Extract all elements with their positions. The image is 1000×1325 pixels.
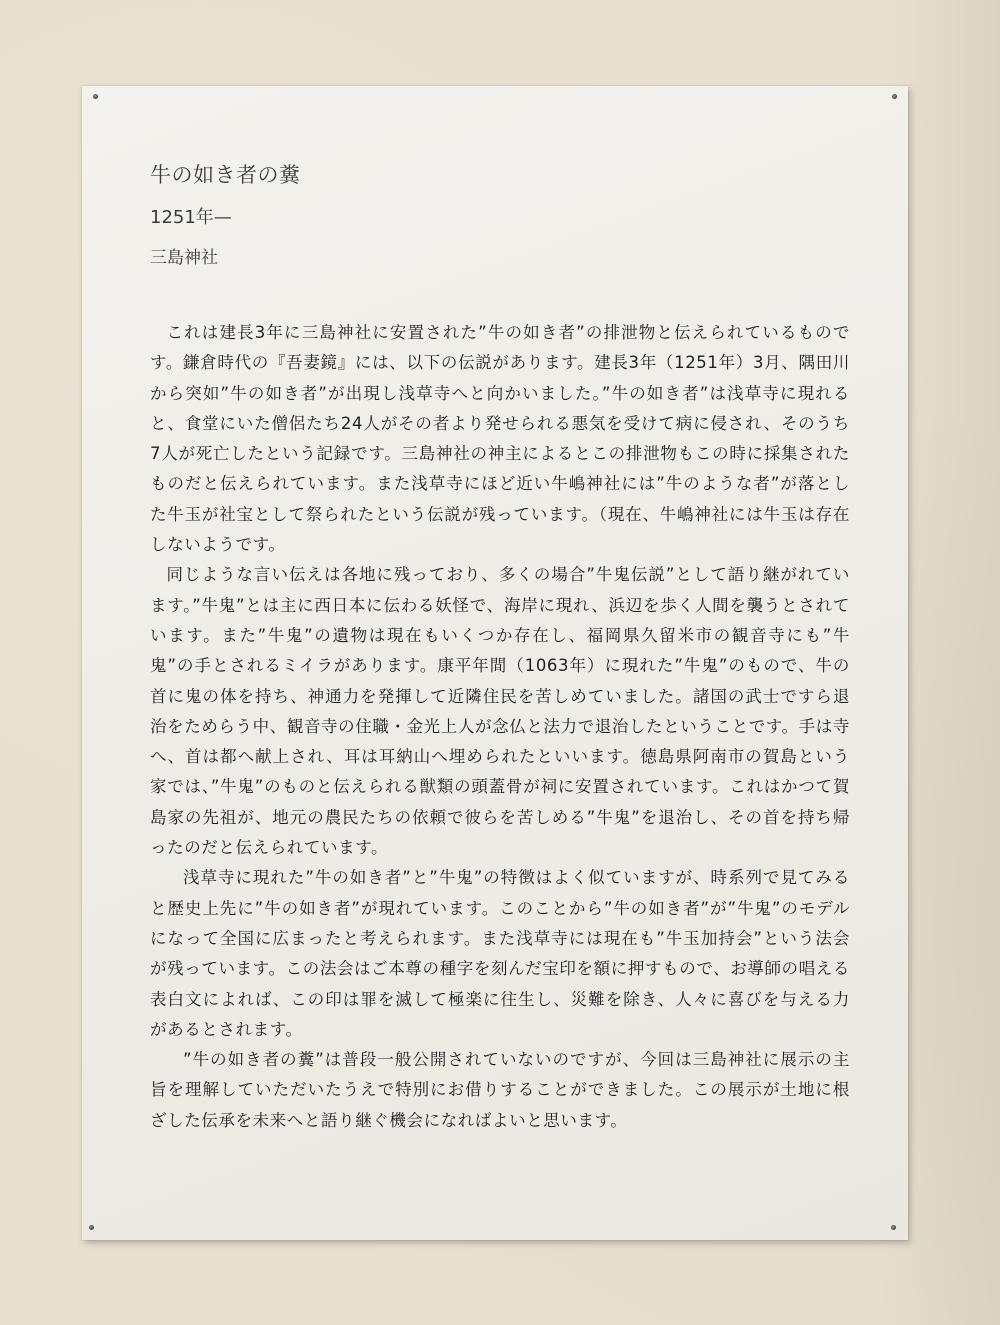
exhibit-location: 三島神社 <box>150 248 218 268</box>
description-paragraph: ”牛の如き者の糞”は普段一般公開されていないのですが、今回は三島神社に展示の主旨を理解していただいたうえで特別にお借りすることができました。この展示が土地に根ざした伝承を未来へと語り継ぐ機会になればよいと思います。 <box>150 1050 850 1130</box>
exhibit-date: 1251年— <box>150 207 232 228</box>
screw-icon <box>93 94 98 99</box>
exhibit-description <box>150 318 850 1136</box>
exhibit-label-panel <box>82 86 908 1240</box>
description-paragraph: 浅草寺に現れた”牛の如き者”と”牛鬼”の特徴はよく似ていますが、時系列で見てみると歴史上先に”牛の如き者”が現れています。このことから”牛の如き者”が”牛鬼”のモデルになって全国に広まったと考えられます。また浅草寺には現在も”牛玉加持会”という法会が残っています。この法会はご本尊の種字を刻んだ宝印を額に押すもので、お導師の唱える表白文によれば、この印は罪を滅して極楽に往生し、災難を除き、人々に喜びを与える力があるとされます。 <box>150 868 850 1039</box>
description-paragraph: 同じような言い伝えは各地に残っており、多くの場合”牛鬼伝説”として語り継がれています。”牛鬼”とは主に西日本に伝わる妖怪で、海岸に現れ、浜辺を歩く人間を襲うとされています。また”牛鬼”の遺物は現在もいくつか存在し、福岡県久留米市の観音寺にも”牛鬼”の手とされるミイラがあります。康平年間（1063年）に現れた”牛鬼”のもので、牛の首に鬼の体を持ち、神通力を発揮して近隣住民を苦しめていました。諸国の武士ですら退治をためらう中、観音寺の住職・金光上人が念仏と法力で退治したということです。手は寺へ、首は都へ献上され、耳は耳納山へ埋められたといいます。徳島県阿南市の賀島という家では、”牛鬼”のものと伝えられる獣類の頭蓋骨が祠に安置されています。これはかつて賀島家の先祖が、地元の農民たちの依頼で彼らを苦しめる”牛鬼”を退治し、その首を持ち帰ったのだと伝えられています。 <box>150 565 850 858</box>
label-header <box>150 160 650 271</box>
screw-icon <box>891 1225 896 1230</box>
screw-icon <box>892 94 897 99</box>
screw-icon <box>89 1225 94 1230</box>
description-paragraph: これは建長3年に三島神社に安置された”牛の如き者”の排泄物と伝えられているものです。鎌倉時代の『吾妻鏡』には、以下の伝説があります。建長3年（1251年）3月、隅田川から突如”牛の如き者”が出現し浅草寺へと向かいました。”牛の如き者”は浅草寺に現れると、食堂にいた僧侶たち24人がその者より発せられる悪気を受けて病に侵され、そのうち7人が死亡したという記録です。三島神社の神主によるとこの排泄物もこの時に採集されたものだと伝えられています。また浅草寺にほど近い牛嶋神社には”牛のような者”が落とした牛玉が社宝として祭られたという伝説が残っています。（現在、牛嶋神社には牛玉は存在しないようです。 <box>150 323 850 555</box>
exhibit-title: 牛の如き者の糞 <box>150 163 301 187</box>
